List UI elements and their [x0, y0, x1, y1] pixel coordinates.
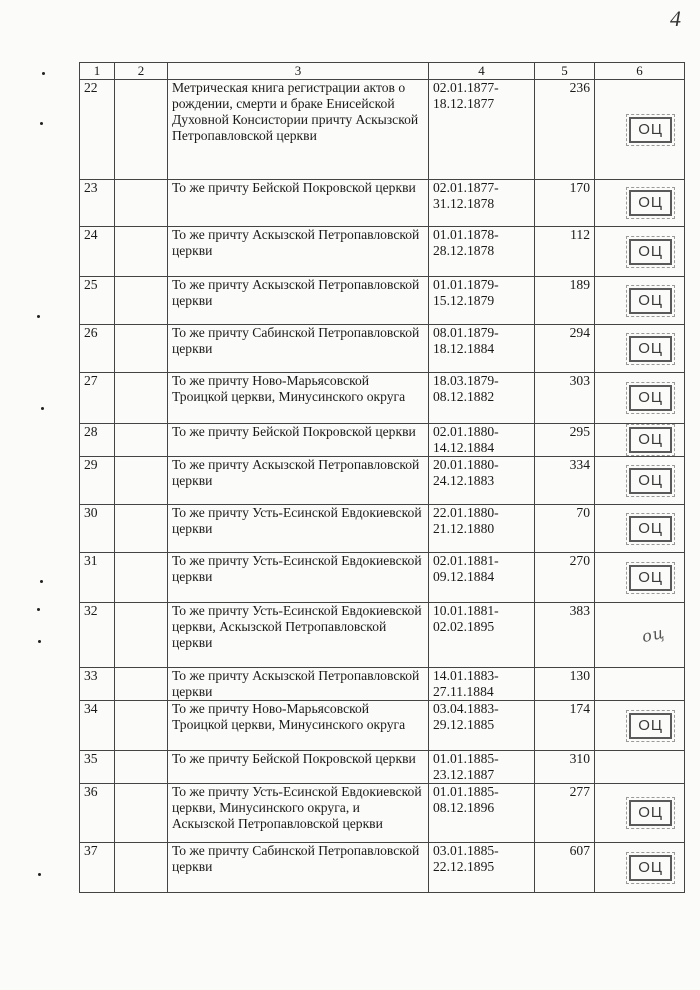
row-number: 23 — [80, 180, 115, 227]
record-title: То же причту Аскызской Петропавловской церкви — [168, 668, 429, 701]
stamp-cell — [595, 180, 685, 227]
sheet-count: 170 — [535, 180, 595, 227]
date-range: 01.01.1879-15.12.1879 — [429, 277, 535, 325]
oc-stamp: ОЦ — [629, 855, 672, 881]
column-2-cell — [115, 424, 168, 457]
row-number: 25 — [80, 277, 115, 325]
record-title: То же причту Усть-Есинской Евдокиевской церкви, Аскызской Петропавловской церкви — [168, 603, 429, 668]
record-title: Метрическая книга регистрации актов о рождении, смерти и браке Енисейской Духовной Консистории причту Аскызской Петропавловской церкви — [168, 80, 429, 180]
column-2-cell — [115, 457, 168, 505]
record-title: То же причту Бейской Покровской церкви — [168, 751, 429, 784]
record-title: То же причту Усть-Есинской Евдокиевской церкви — [168, 553, 429, 603]
margin-mark — [37, 608, 40, 611]
page-number: 4 — [670, 6, 681, 31]
sheet-count: 383 — [535, 603, 595, 668]
table-row — [80, 325, 685, 373]
oc-stamp: ОЦ — [629, 190, 672, 216]
sheet-count: 189 — [535, 277, 595, 325]
column-header: 2 — [115, 63, 168, 80]
row-number: 33 — [80, 668, 115, 701]
column-2-cell — [115, 180, 168, 227]
oc-stamp: оц — [640, 622, 667, 647]
table-row — [80, 505, 685, 553]
date-range: 02.01.1881-09.12.1884 — [429, 553, 535, 603]
date-range: 22.01.1880-21.12.1880 — [429, 505, 535, 553]
record-title: То же причту Аскызской Петропавловской церкви — [168, 457, 429, 505]
oc-stamp: ОЦ — [629, 427, 672, 453]
sheet-count: 303 — [535, 373, 595, 424]
sheet-count: 174 — [535, 701, 595, 751]
date-range: 01.01.1878-28.12.1878 — [429, 227, 535, 277]
stamp-cell — [595, 424, 685, 457]
date-range: 10.01.1881-02.02.1895 — [429, 603, 535, 668]
oc-stamp: ОЦ — [629, 117, 672, 143]
date-range: 02.01.1877-31.12.1878 — [429, 180, 535, 227]
record-title: То же причту Аскызской Петропавловской церкви — [168, 227, 429, 277]
record-title: То же причту Усть-Есинской Евдокиевской церкви, Минусинского округа, и Аскызской Петропавловской церкви — [168, 784, 429, 843]
record-title: То же причту Ново-Марьясовской Троицкой церкви, Минусинского округа — [168, 701, 429, 751]
column-2-cell — [115, 553, 168, 603]
stamp-cell — [595, 325, 685, 373]
column-2-cell — [115, 701, 168, 751]
column-2-cell — [115, 325, 168, 373]
table-row — [80, 227, 685, 277]
table-row — [80, 180, 685, 227]
row-number: 29 — [80, 457, 115, 505]
margin-mark — [42, 72, 45, 75]
table-row — [80, 603, 685, 668]
row-number: 27 — [80, 373, 115, 424]
row-number: 22 — [80, 80, 115, 180]
stamp-cell — [595, 668, 685, 701]
row-number: 37 — [80, 843, 115, 893]
sheet-count: 236 — [535, 80, 595, 180]
sheet-count: 607 — [535, 843, 595, 893]
row-number: 26 — [80, 325, 115, 373]
margin-mark — [41, 407, 44, 410]
sheet-count: 295 — [535, 424, 595, 457]
table-row — [80, 373, 685, 424]
table-row — [80, 80, 685, 180]
row-number: 31 — [80, 553, 115, 603]
row-number: 35 — [80, 751, 115, 784]
table-row — [80, 701, 685, 751]
column-header: 4 — [429, 63, 535, 80]
oc-stamp: ОЦ — [629, 713, 672, 739]
stamp-cell — [595, 784, 685, 843]
table-row — [80, 277, 685, 325]
margin-mark — [40, 580, 43, 583]
stamp-cell — [595, 751, 685, 784]
stamp-cell — [595, 373, 685, 424]
sheet-count: 277 — [535, 784, 595, 843]
oc-stamp: ОЦ — [629, 565, 672, 591]
margin-mark — [38, 873, 41, 876]
column-header: 3 — [168, 63, 429, 80]
column-2-cell — [115, 668, 168, 701]
stamp-cell — [595, 457, 685, 505]
stamp-cell — [595, 277, 685, 325]
oc-stamp: ОЦ — [629, 385, 672, 411]
column-2-cell — [115, 784, 168, 843]
oc-stamp: ОЦ — [629, 336, 672, 362]
column-2-cell — [115, 603, 168, 668]
date-range: 01.01.1885-08.12.1896 — [429, 784, 535, 843]
margin-mark — [38, 640, 41, 643]
table-row — [80, 424, 685, 457]
table-row — [80, 751, 685, 784]
date-range: 08.01.1879-18.12.1884 — [429, 325, 535, 373]
date-range: 02.01.1880-14.12.1884 — [429, 424, 535, 457]
sheet-count: 70 — [535, 505, 595, 553]
record-title: То же причту Усть-Есинской Евдокиевской церкви — [168, 505, 429, 553]
margin-mark — [37, 315, 40, 318]
table-row — [80, 784, 685, 843]
record-title: То же причту Ново-Марьясовской Троицкой церкви, Минусинского округа — [168, 373, 429, 424]
column-2-cell — [115, 751, 168, 784]
record-title: То же причту Сабинской Петропавловской церкви — [168, 843, 429, 893]
record-title: То же причту Сабинской Петропавловской церкви — [168, 325, 429, 373]
header-row — [80, 63, 685, 80]
oc-stamp: ОЦ — [629, 288, 672, 314]
date-range: 03.01.1885-22.12.1895 — [429, 843, 535, 893]
oc-stamp: ОЦ — [629, 516, 672, 542]
row-number: 34 — [80, 701, 115, 751]
stamp-cell — [595, 553, 685, 603]
record-title: То же причту Бейской Покровской церкви — [168, 424, 429, 457]
sheet-count: 112 — [535, 227, 595, 277]
column-2-cell — [115, 843, 168, 893]
oc-stamp: ОЦ — [629, 239, 672, 265]
stamp-cell — [595, 227, 685, 277]
row-number: 24 — [80, 227, 115, 277]
record-title: То же причту Бейской Покровской церкви — [168, 180, 429, 227]
date-range: 18.03.1879-08.12.1882 — [429, 373, 535, 424]
column-2-cell — [115, 227, 168, 277]
sheet-count: 294 — [535, 325, 595, 373]
date-range: 03.04.1883-29.12.1885 — [429, 701, 535, 751]
margin-mark — [40, 122, 43, 125]
date-range: 20.01.1880-24.12.1883 — [429, 457, 535, 505]
column-2-cell — [115, 505, 168, 553]
table-row — [80, 553, 685, 603]
stamp-cell — [595, 843, 685, 893]
row-number: 36 — [80, 784, 115, 843]
stamp-cell — [595, 80, 685, 180]
sheet-count: 270 — [535, 553, 595, 603]
oc-stamp: ОЦ — [629, 800, 672, 826]
stamp-cell — [595, 603, 685, 668]
column-2-cell — [115, 277, 168, 325]
column-2-cell — [115, 373, 168, 424]
sheet-count: 310 — [535, 751, 595, 784]
date-range: 01.01.1885-23.12.1887 — [429, 751, 535, 784]
sheet-count: 130 — [535, 668, 595, 701]
stamp-cell — [595, 505, 685, 553]
row-number: 28 — [80, 424, 115, 457]
column-header: 1 — [80, 63, 115, 80]
column-header: 6 — [595, 63, 685, 80]
column-header: 5 — [535, 63, 595, 80]
row-number: 32 — [80, 603, 115, 668]
table-row — [80, 668, 685, 701]
row-number: 30 — [80, 505, 115, 553]
date-range: 02.01.1877-18.12.1877 — [429, 80, 535, 180]
record-title: То же причту Аскызской Петропавловской церкви — [168, 277, 429, 325]
column-2-cell — [115, 80, 168, 180]
date-range: 14.01.1883-27.11.1884 — [429, 668, 535, 701]
table-row — [80, 457, 685, 505]
table-row — [80, 843, 685, 893]
stamp-cell — [595, 701, 685, 751]
sheet-count: 334 — [535, 457, 595, 505]
register-table — [79, 62, 685, 893]
oc-stamp: ОЦ — [629, 468, 672, 494]
